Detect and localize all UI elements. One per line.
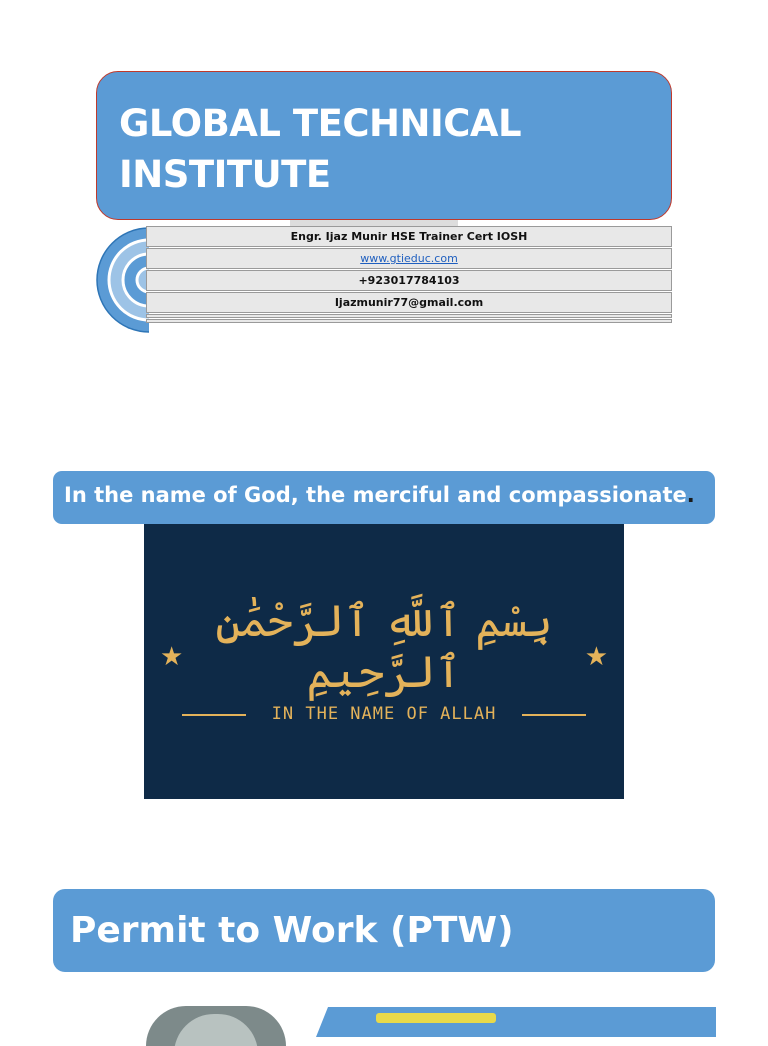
bismillah-banner (144, 524, 624, 799)
empty-row (146, 319, 672, 323)
section-heading-bar (53, 889, 715, 972)
title-box (96, 71, 672, 220)
next-section-tab (316, 1007, 716, 1037)
title-line-1: GLOBAL TECHNICAL (119, 102, 522, 145)
caption-period: . (686, 483, 695, 507)
tab-highlight (376, 1013, 496, 1023)
title-line-2: INSTITUTE (119, 153, 331, 196)
trainer-name: Engr. Ijaz Munir HSE Trainer Cert IOSH (146, 226, 672, 247)
website-link[interactable]: www.gtieduc.com (146, 248, 672, 269)
star-icon: ★ (160, 641, 184, 671)
photo-inner (174, 1014, 258, 1046)
contact-table (146, 226, 672, 324)
institute-title (119, 98, 521, 200)
worker-photo (146, 1006, 286, 1046)
divider-line (522, 714, 586, 716)
arabic-calligraphy: بِسْمِ ٱللَّهِ ٱلرَّحْمَٰنِ ٱلرَّحِيمِ (215, 596, 553, 698)
bismillah-caption-bar (53, 471, 715, 524)
email-address: Ijazmunir77@gmail.com (146, 292, 672, 313)
bismillah-caption (64, 483, 695, 507)
star-icon: ★ (584, 641, 608, 671)
section-title: Permit to Work (PTW) (70, 910, 514, 951)
english-subtitle: IN THE NAME OF ALLAH (271, 704, 497, 724)
empty-row (146, 314, 672, 318)
caption-text: In the name of God, the merciful and compassionate (64, 483, 687, 507)
arc-decoration (94, 226, 154, 336)
phone-number: +923017784103 (146, 270, 672, 291)
